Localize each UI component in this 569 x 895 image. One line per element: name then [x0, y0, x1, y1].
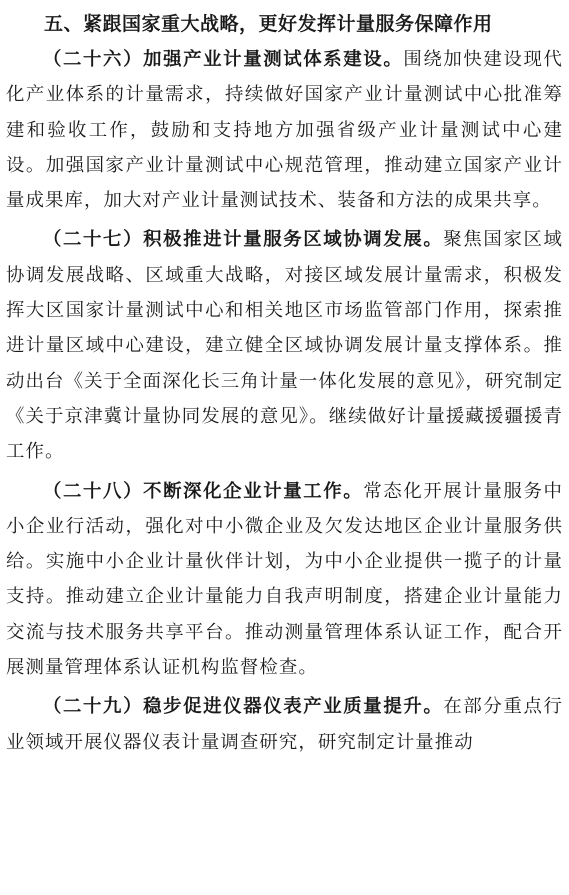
paragraph-27: [6, 222, 563, 469]
paragraph-29-body: 在部分重点行业领域开展仪器仪表计量调查研究，研究制定计量推动: [6, 696, 563, 753]
paragraph-27-lead: （二十七）积极推进计量服务区域协调发展。: [43, 229, 444, 251]
paragraph-28-body: 常态化开展计量服务中小企业行活动，强化对中小微企业及欠发达地区企业计量服务供给。实施中小企业计量伙伴计划，为中小企业提供一揽子的计量支持。推动建立企业计量能力自我声明制度，搭建企业计量能力交流与技术服务共享平台。推动测量管理体系认证工作，配合开展测量管理体系认证机构监督检查。: [6, 480, 563, 679]
paragraph-26-lead: （二十六）加强产业计量测试体系建设。: [43, 49, 404, 70]
paragraph-28-lead: （二十八）不断深化企业计量工作。: [43, 480, 364, 502]
paragraph-27-body: 聚焦国家区域协调发展战略、区域重大战略，对接区域发展计量需求，积极发挥大区国家计量测试中心和相关地区市场监管部门作用，探索推进计量区域中心建设，建立健全区域协调发展计量支撑体系。推动出台《关于全面深化长三角计量一体化发展的意见》，研究制定《关于京津冀计量协同发展的意见》。继续做好计量援藏援疆援青工作。: [6, 229, 563, 463]
paragraph-29-lead: （二十九）稳步促进仪器仪表产业质量提升。: [43, 696, 444, 718]
paragraph-29: [6, 689, 563, 760]
paragraph-26: [6, 42, 563, 218]
document-page: [6, 0, 563, 760]
paragraph-28: [6, 474, 563, 686]
paragraph-26-body: 围绕加快建设现代化产业体系的计量需求，持续做好国家产业计量测试中心批准筹建和验收工作，鼓励和支持地方加强省级产业计量测试中心建设。加强国家产业计量测试中心规范管理，推动建立国家产业计量成果库，加大对产业计量测试技术、装备和方法的成果共享。: [6, 49, 563, 212]
section-heading: 五、紧跟国家重大战略，更好发挥计量服务保障作用: [44, 13, 493, 35]
